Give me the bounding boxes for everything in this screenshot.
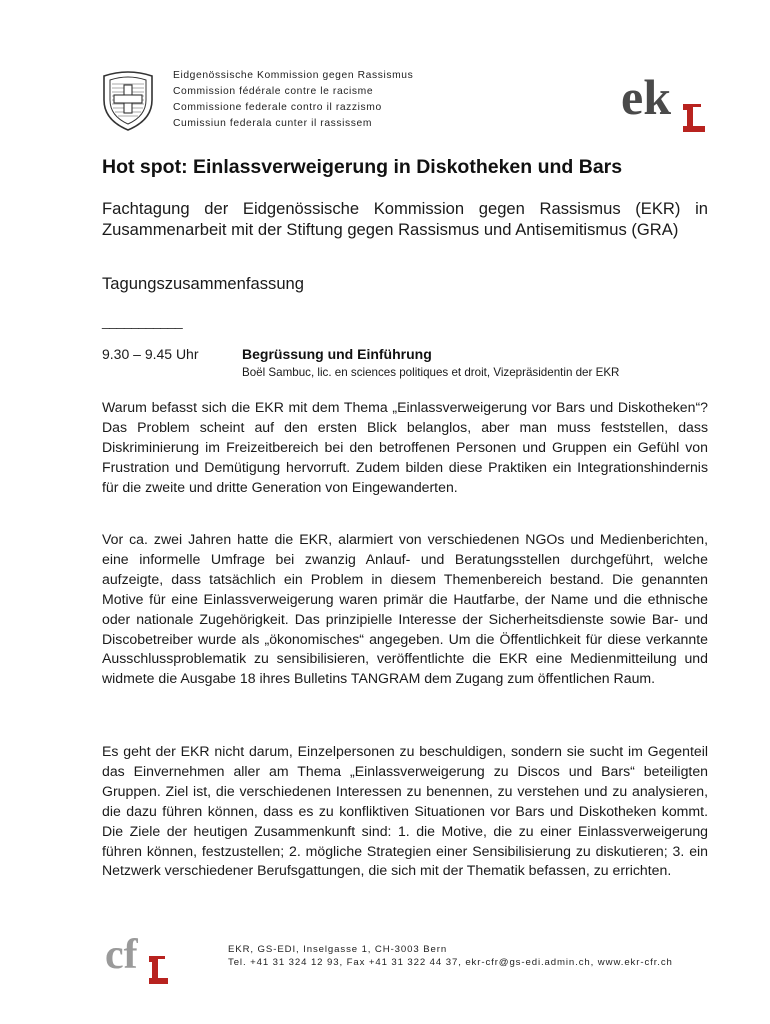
- agenda-time: 9.30 – 9.45 Uhr: [102, 346, 199, 362]
- commission-name-rm: Cumissiun federala cunter il rassissem: [173, 118, 373, 129]
- agenda-speaker: Boël Sambuc, lic. en sciences politiques et droit, Vizepräsidentin der EKR: [242, 366, 620, 379]
- footer-contact: [228, 943, 673, 969]
- letterhead: [100, 68, 720, 138]
- commission-name-fr: Commission fédérale contre le racisme: [173, 86, 374, 97]
- agenda-title: Begrüssung und Einführung: [242, 346, 432, 362]
- svg-text:ek: ek: [621, 72, 671, 125]
- commission-name-it: Commissione federale contro il razzismo: [173, 102, 382, 113]
- paragraph-3: Es geht der EKR nicht darum, Einzelpersonen zu beschuldigen, sondern sie sucht im Gegenteil das Einvernehmen aller am Thema „Einlassverweigerung zu Discos und Bars“ beteiligten Gruppen. Ziel ist, die verschiedenen Interessen zu benennen, zu verstehen und zu analysieren, die dazu führen können, dass es zu konfliktiven Situationen vor Bars und Diskotheken kommt. Die Ziele der heutigen Zusammenkunft sind: 1. die Motive, die zu einer Einlassverweigerung führen können, festzustellen; 2. mögliche Strategien einer Sensibilisierung zu diskutieren; 3. ein Netzwerk verschiedener Berufsgattungen, die sich mit der Thematik befassen, zu errichten.: [102, 743, 708, 879]
- swiss-coat-of-arms-icon: [100, 70, 156, 132]
- cfr-logo: [105, 928, 177, 988]
- separator-line: ___________: [102, 313, 183, 329]
- paragraph-1: Warum befasst sich die EKR mit dem Thema „Einlassverweigerung vor Bars und Diskotheken“? Das Problem scheint auf den ersten Blick belanglos, aber man muss feststellen, dass Diskriminierung im Freizeitbereich bei den betroffenen Personen und Gruppen ein Gefühl von Frustration und Demütigung hervorruft. Zudem bilden diese Praktiken ein Integrationshindernis für die zweite und dritte Generation von Eingewanderten.: [102, 399, 708, 495]
- footer-contact-line: Tel. +41 31 324 12 93, Fax +41 31 322 44 37, ekr-cfr@gs-edi.admin.ch, www.ekr-cfr.ch: [228, 957, 673, 968]
- page-title: Hot spot: Einlassverweigerung in Diskotheken und Bars: [102, 156, 623, 178]
- subtitle: Fachtagung der Eidgenössische Kommission gegen Rassismus (EKR) in Zusammenarbeit mit der Stiftung gegen Rassismus und Antisemitismus (GRA): [102, 199, 708, 239]
- paragraph-2: Vor ca. zwei Jahren hatte die EKR, alarmiert von verschiedenen NGOs und Medienberichten, eine informelle Umfrage bei zwanzig Anlauf- und Beratungsstellen durchgeführt, welche aufzeigte, dass tatsächlich ein Problem in diesem Themenbereich bestand. Die genannten Motive für eine Einlassverweigerung waren primär die Hautfarbe, der Name und die ethnische oder nationale Zugehörigkeit. Das prinzipielle Interesse der Sicherheitsdienste sowie Bar- und Discobetreiber wurde als „ökonomisches“ angegeben. Um die Öffentlichkeit für diese verkannte Ausschlussproblematik zu sensibilisieren, veröffentlichte die EKR eine Medienmitteilung und widmete die Ausgabe 18 ihres Bulletins TANGRAM dem Zugang zum öffentlichen Raum.: [102, 531, 708, 687]
- footer-address: EKR, GS-EDI, Inselgasse 1, CH-3003 Bern: [228, 944, 448, 955]
- commission-names: [173, 68, 413, 132]
- ekr-logo: [621, 72, 713, 134]
- summary-label: Tagungszusammenfassung: [102, 274, 305, 293]
- svg-text:cf: cf: [105, 932, 138, 978]
- commission-name-de: Eidgenössische Kommission gegen Rassismus: [173, 70, 414, 81]
